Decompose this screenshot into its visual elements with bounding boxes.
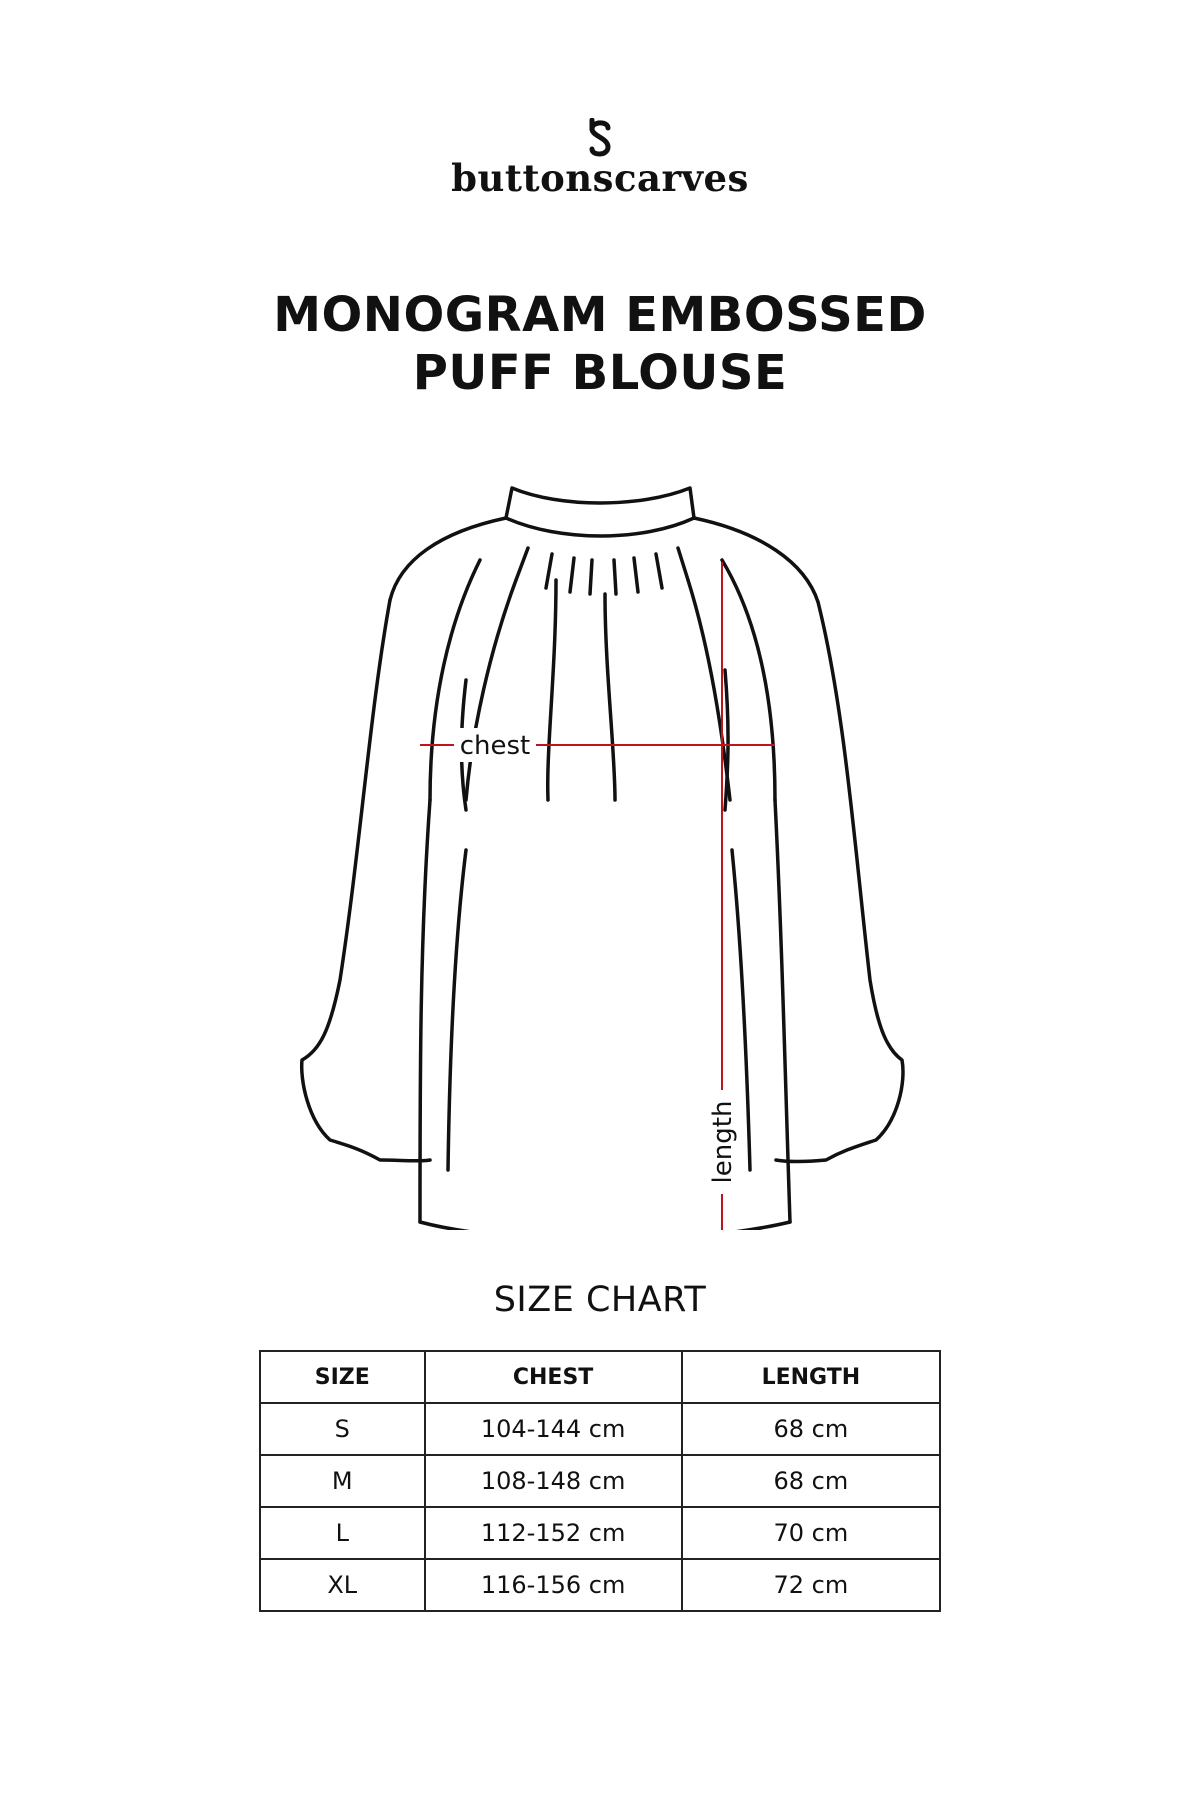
measurement-guides [420,562,775,1230]
table-row [260,1559,940,1611]
table-row [260,1455,940,1507]
length-label: length [708,1100,738,1184]
size-cell: XL [260,1559,425,1611]
product-title [0,286,1200,402]
column-header-size: SIZE [260,1351,425,1403]
product-title-line-1: MONOGRAM EMBOSSED [273,287,927,343]
size-cell: M [260,1455,425,1507]
table-row [260,1403,940,1455]
brand-header [0,118,1200,200]
brand-name: buttonscarves [451,156,749,200]
product-title-line-2: PUFF BLOUSE [412,345,788,401]
size-cell: S [260,1403,425,1455]
length-cell: 70 cm [682,1507,940,1559]
column-header-chest: CHEST [425,1351,682,1403]
chest-cell: 112-152 cm [425,1507,682,1559]
length-cell: 68 cm [682,1455,940,1507]
length-cell: 72 cm [682,1559,940,1611]
table-header-row [260,1351,940,1403]
chest-cell: 116-156 cm [425,1559,682,1611]
size-cell: L [260,1507,425,1559]
table-row [260,1507,940,1559]
blouse-outline [302,488,903,1230]
size-chart-heading: SIZE CHART [493,1280,707,1320]
length-cell: 68 cm [682,1403,940,1455]
chest-cell: 108-148 cm [425,1455,682,1507]
size-chart-table [259,1350,941,1612]
chest-cell: 104-144 cm [425,1403,682,1455]
blouse-illustration [270,470,930,1230]
column-header-length: LENGTH [682,1351,940,1403]
chest-label: chest [459,731,531,761]
